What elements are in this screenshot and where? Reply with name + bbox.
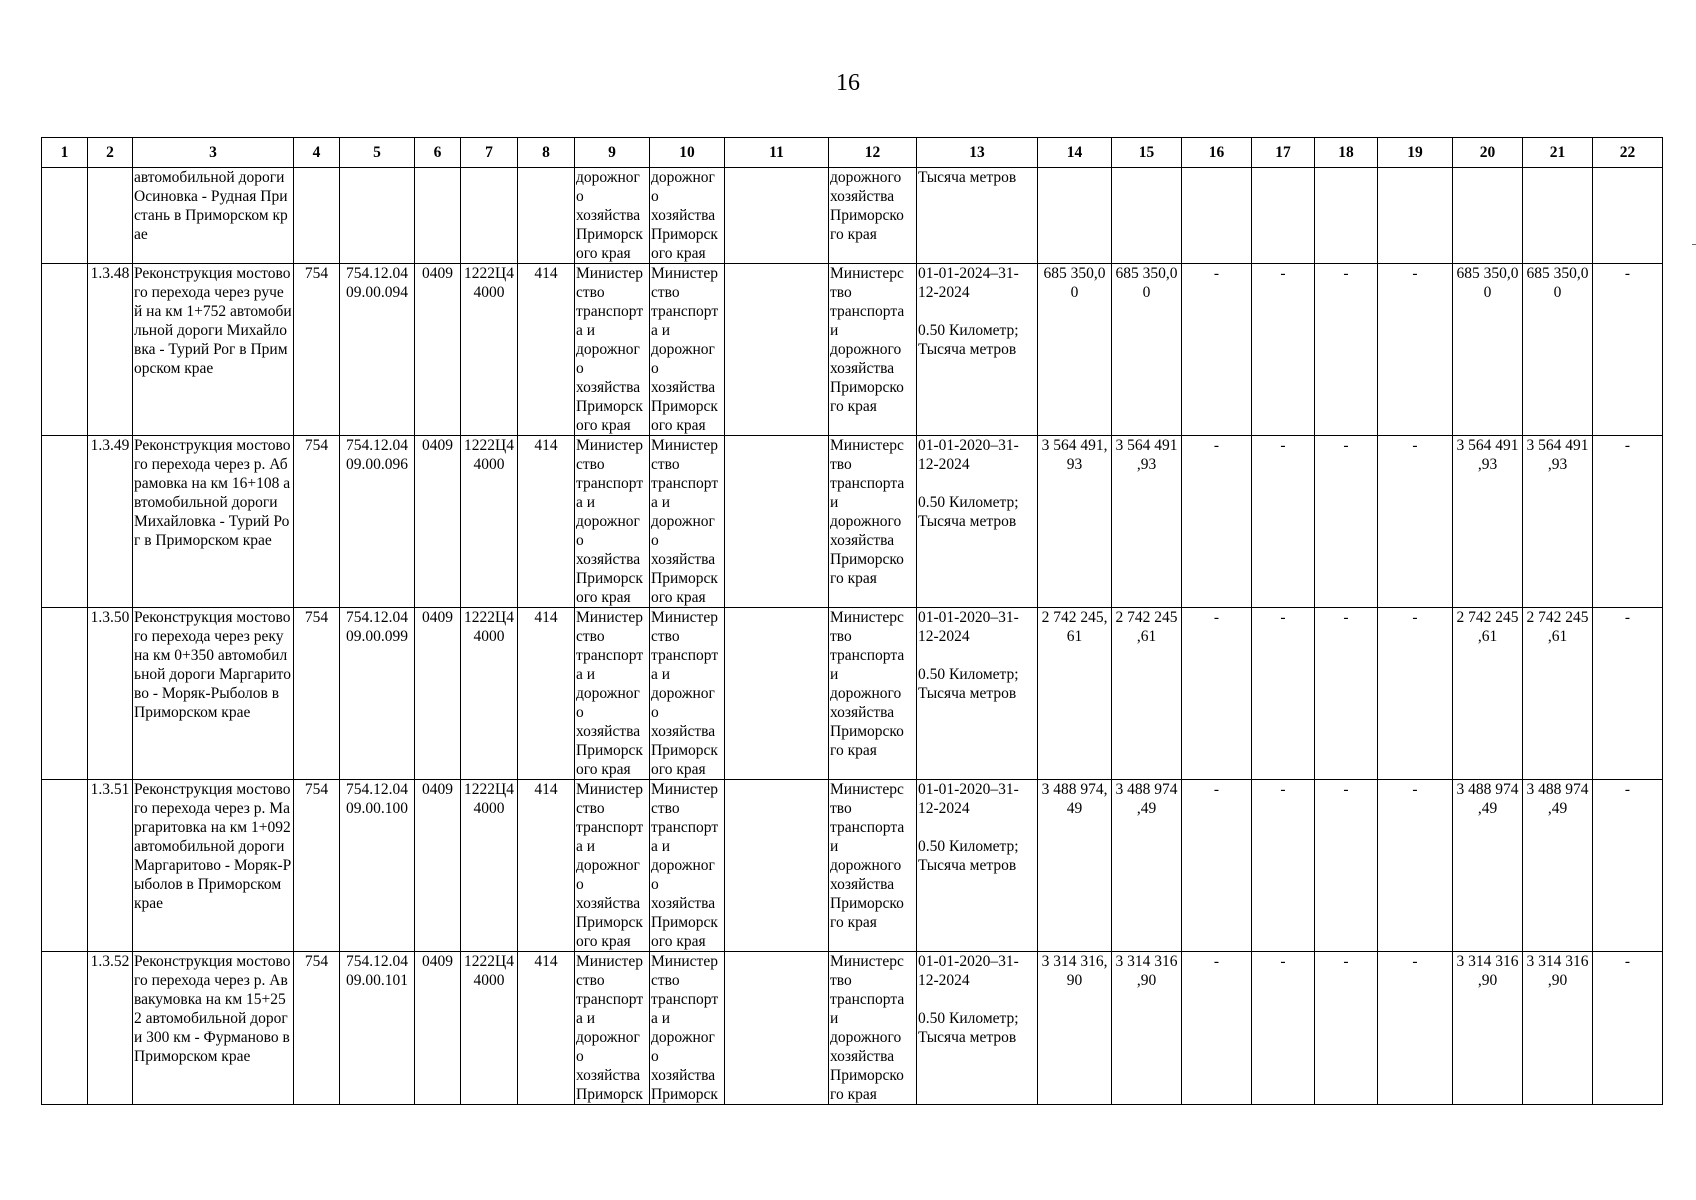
edge-mark xyxy=(1692,244,1696,245)
cell-amount-14: 3 314 316, 90 xyxy=(1038,952,1112,1105)
cell-developer: Министер ство транспорт а и дорожног о хозяйства Приморск xyxy=(650,952,725,1105)
cell-code-7: 1222Ц4 4000 xyxy=(461,264,518,436)
cell-code-4: 754 xyxy=(294,436,340,608)
cell-object-name: Реконструкция мостового перехода через р. Маргаритовка на км 1+092 автомобильной дороги Маргаритово - Моряк-Рыболов в Приморском крае xyxy=(133,780,294,952)
cell-customer: Министер ство транспорт а и дорожног о хозяйства Приморск ого края xyxy=(575,608,650,780)
column-header: 9 xyxy=(575,138,650,168)
column-header: 22 xyxy=(1593,138,1663,168)
cell-amount-14: 685 350,0 0 xyxy=(1038,264,1112,436)
cell-developer: дорожног о хозяйства Приморск ого края xyxy=(650,168,725,264)
cell-col-19: - xyxy=(1378,436,1453,608)
column-header: 2 xyxy=(88,138,133,168)
cell-code-6: 0409 xyxy=(415,952,461,1105)
cell-object-name: Реконструкция мостового перехода через р. Абрамовка на км 16+108 автомобильной дороги Михайловка - Турий Рог в Приморском крае xyxy=(133,436,294,608)
cell xyxy=(725,168,829,264)
column-header: 14 xyxy=(1038,138,1112,168)
cell xyxy=(1112,168,1182,264)
cell-customer: Министер ство транспорт а и дорожног о хозяйства Приморск ого края xyxy=(575,780,650,952)
table-body xyxy=(42,264,1663,1105)
cell xyxy=(1453,168,1523,264)
cell-code-5: 754.12.04 09.00.101 xyxy=(340,952,415,1105)
cell xyxy=(88,168,133,264)
table-row xyxy=(42,436,1663,608)
cell-amount-21: 3 564 491 ,93 xyxy=(1523,436,1593,608)
cell-code-4: 754 xyxy=(294,608,340,780)
cell-amount-15: 3 488 974 ,49 xyxy=(1112,780,1182,952)
cell-customer: Министер ство транспорт а и дорожног о хозяйства Приморск ого края xyxy=(575,264,650,436)
cell-row-number: 1.3.51 xyxy=(88,780,133,952)
cell-code-7: 1222Ц4 4000 xyxy=(461,608,518,780)
cell-col-16: - xyxy=(1182,952,1252,1105)
column-header: 7 xyxy=(461,138,518,168)
cell-col-17: - xyxy=(1252,780,1315,952)
column-header: 4 xyxy=(294,138,340,168)
page-number: 16 xyxy=(836,70,860,96)
cell xyxy=(1315,168,1378,264)
cell-period-capacity: 01-01-2020–31- 12-2024 0.50 Километр; Тысяча метров xyxy=(917,436,1038,608)
cell-responsible: Министерс тво транспорта и дорожного хозяйства Приморско го края xyxy=(829,608,917,780)
cell-responsible: дорожного хозяйства Приморско го края xyxy=(829,168,917,264)
cell-customer: дорожног о хозяйства Приморск ого края xyxy=(575,168,650,264)
cell-code-8: 414 xyxy=(518,608,575,780)
cell-period-capacity: 01-01-2020–31- 12-2024 0.50 Километр; Тысяча метров xyxy=(917,608,1038,780)
column-header: 8 xyxy=(518,138,575,168)
cell-amount-14: 2 742 245, 61 xyxy=(1038,608,1112,780)
column-header: 5 xyxy=(340,138,415,168)
cell-col-19: - xyxy=(1378,608,1453,780)
cell-col-11 xyxy=(725,952,829,1105)
column-header: 3 xyxy=(133,138,294,168)
cell-period-capacity: 01-01-2020–31- 12-2024 0.50 Километр; Тысяча метров xyxy=(917,780,1038,952)
cell-col-18: - xyxy=(1315,264,1378,436)
cell xyxy=(415,168,461,264)
cell-developer: Министер ство транспорт а и дорожног о хозяйства Приморск ого края xyxy=(650,608,725,780)
cell xyxy=(42,952,88,1105)
cell-col-17: - xyxy=(1252,436,1315,608)
table-row xyxy=(42,264,1663,436)
cell-amount-20: 3 488 974 ,49 xyxy=(1453,780,1523,952)
cell-customer: Министер ство транспорт а и дорожног о хозяйства Приморск ого края xyxy=(575,436,650,608)
cell xyxy=(1378,168,1453,264)
cell-col-18: - xyxy=(1315,780,1378,952)
cell-code-4: 754 xyxy=(294,952,340,1105)
cell-code-7: 1222Ц4 4000 xyxy=(461,436,518,608)
cell xyxy=(42,608,88,780)
cell-row-number: 1.3.48 xyxy=(88,264,133,436)
cell-responsible: Министерс тво транспорта и дорожного хозяйства Приморско го края xyxy=(829,264,917,436)
cell-col-11 xyxy=(725,264,829,436)
data-table xyxy=(41,137,1663,1105)
column-header: 1 xyxy=(42,138,88,168)
cell-responsible: Министерс тво транспорта и дорожного хозяйства Приморско го края xyxy=(829,952,917,1105)
cell-responsible: Министерс тво транспорта и дорожного хозяйства Приморско го края xyxy=(829,780,917,952)
cell-amount-15: 3 564 491 ,93 xyxy=(1112,436,1182,608)
cell xyxy=(294,168,340,264)
cell-code-4: 754 xyxy=(294,780,340,952)
cell-col-11 xyxy=(725,780,829,952)
cell-amount-14: 3 564 491, 93 xyxy=(1038,436,1112,608)
cell-col-18: - xyxy=(1315,436,1378,608)
cell xyxy=(1523,168,1593,264)
cell-col-16: - xyxy=(1182,436,1252,608)
cell-amount-15: 685 350,0 0 xyxy=(1112,264,1182,436)
column-header: 11 xyxy=(725,138,829,168)
cell xyxy=(42,780,88,952)
column-header: 6 xyxy=(415,138,461,168)
cell-code-7: 1222Ц4 4000 xyxy=(461,780,518,952)
cell xyxy=(42,436,88,608)
table-row-continuation xyxy=(42,168,1663,264)
cell-object-name: Реконструкция мостового перехода через реку на км 0+350 автомобильной дороги Маргаритово - Моряк-Рыболов в Приморском крае xyxy=(133,608,294,780)
cell-col-18: - xyxy=(1315,952,1378,1105)
cell-col-16: - xyxy=(1182,264,1252,436)
table-row xyxy=(42,952,1663,1105)
cell-amount-20: 3 314 316 ,90 xyxy=(1453,952,1523,1105)
cell-customer: Министер ство транспорт а и дорожног о хозяйства Приморск xyxy=(575,952,650,1105)
cell-col-19: - xyxy=(1378,780,1453,952)
cell-amount-21: 2 742 245 ,61 xyxy=(1523,608,1593,780)
cell-code-6: 0409 xyxy=(415,264,461,436)
cell-amount-21: 685 350,0 0 xyxy=(1523,264,1593,436)
header-row xyxy=(42,138,1663,168)
cell xyxy=(518,168,575,264)
cell-col-22: - xyxy=(1593,780,1663,952)
cell-amount-15: 2 742 245 ,61 xyxy=(1112,608,1182,780)
cell-row-number: 1.3.49 xyxy=(88,436,133,608)
cell-period-capacity: Тысяча метров xyxy=(917,168,1038,264)
cell xyxy=(340,168,415,264)
cell-period-capacity: 01-01-2020–31- 12-2024 0.50 Километр; Тысяча метров xyxy=(917,952,1038,1105)
cell-object-name: Реконструкция мостового перехода через р. Аввакумовка на км 15+252 автомобильной дороги 300 км - Фурманово в Приморском крае xyxy=(133,952,294,1105)
column-header: 19 xyxy=(1378,138,1453,168)
cell-col-16: - xyxy=(1182,780,1252,952)
column-header: 20 xyxy=(1453,138,1523,168)
cell-developer: Министер ство транспорт а и дорожног о хозяйства Приморск ого края xyxy=(650,780,725,952)
cell-amount-20: 685 350,0 0 xyxy=(1453,264,1523,436)
table-row xyxy=(42,608,1663,780)
cell-code-6: 0409 xyxy=(415,608,461,780)
cell-code-8: 414 xyxy=(518,436,575,608)
cell-code-8: 414 xyxy=(518,264,575,436)
cell-responsible: Министерс тво транспорта и дорожного хозяйства Приморско го края xyxy=(829,436,917,608)
cell-developer: Министер ство транспорт а и дорожног о хозяйства Приморск ого края xyxy=(650,436,725,608)
cell xyxy=(1593,168,1663,264)
cell-code-4: 754 xyxy=(294,264,340,436)
column-header: 18 xyxy=(1315,138,1378,168)
cell xyxy=(1252,168,1315,264)
cell-col-19: - xyxy=(1378,952,1453,1105)
cell-code-8: 414 xyxy=(518,780,575,952)
cell-object-name: Реконструкция мостового перехода через ручей на км 1+752 автомобильной дороги Михайловка - Турий Рог в Приморском крае xyxy=(133,264,294,436)
cell-row-number: 1.3.52 xyxy=(88,952,133,1105)
cell-amount-21: 3 488 974 ,49 xyxy=(1523,780,1593,952)
column-header: 13 xyxy=(917,138,1038,168)
cell-code-5: 754.12.04 09.00.099 xyxy=(340,608,415,780)
cell-col-17: - xyxy=(1252,264,1315,436)
cell-col-17: - xyxy=(1252,608,1315,780)
cell-amount-15: 3 314 316 ,90 xyxy=(1112,952,1182,1105)
column-header: 10 xyxy=(650,138,725,168)
cell-col-22: - xyxy=(1593,952,1663,1105)
cell-amount-20: 2 742 245 ,61 xyxy=(1453,608,1523,780)
cell-period-capacity: 01-01-2024–31- 12-2024 0.50 Километр; Тысяча метров xyxy=(917,264,1038,436)
cell-col-19: - xyxy=(1378,264,1453,436)
cell-developer: Министер ство транспорт а и дорожног о хозяйства Приморск ого края xyxy=(650,264,725,436)
cell-col-11 xyxy=(725,608,829,780)
cell-code-6: 0409 xyxy=(415,436,461,608)
column-header: 17 xyxy=(1252,138,1315,168)
cell-code-5: 754.12.04 09.00.100 xyxy=(340,780,415,952)
cell xyxy=(42,168,88,264)
column-header: 16 xyxy=(1182,138,1252,168)
cell-col-22: - xyxy=(1593,264,1663,436)
cell xyxy=(42,264,88,436)
cell-col-22: - xyxy=(1593,436,1663,608)
cell-object-name: автомобильной дороги Осиновка - Рудная Пристань в Приморском крае xyxy=(133,168,294,264)
cell-col-18: - xyxy=(1315,608,1378,780)
cell xyxy=(1038,168,1112,264)
column-header: 15 xyxy=(1112,138,1182,168)
cell-code-5: 754.12.04 09.00.096 xyxy=(340,436,415,608)
cell-code-6: 0409 xyxy=(415,780,461,952)
column-header: 21 xyxy=(1523,138,1593,168)
cell-code-5: 754.12.04 09.00.094 xyxy=(340,264,415,436)
column-header: 12 xyxy=(829,138,917,168)
cell xyxy=(1182,168,1252,264)
cell-amount-21: 3 314 316 ,90 xyxy=(1523,952,1593,1105)
cell-col-16: - xyxy=(1182,608,1252,780)
cell-col-17: - xyxy=(1252,952,1315,1105)
cell-row-number: 1.3.50 xyxy=(88,608,133,780)
cell-amount-20: 3 564 491 ,93 xyxy=(1453,436,1523,608)
cell xyxy=(461,168,518,264)
table-row xyxy=(42,780,1663,952)
cell-code-8: 414 xyxy=(518,952,575,1105)
cell-code-7: 1222Ц4 4000 xyxy=(461,952,518,1105)
cell-amount-14: 3 488 974, 49 xyxy=(1038,780,1112,952)
cell-col-22: - xyxy=(1593,608,1663,780)
cell-col-11 xyxy=(725,436,829,608)
